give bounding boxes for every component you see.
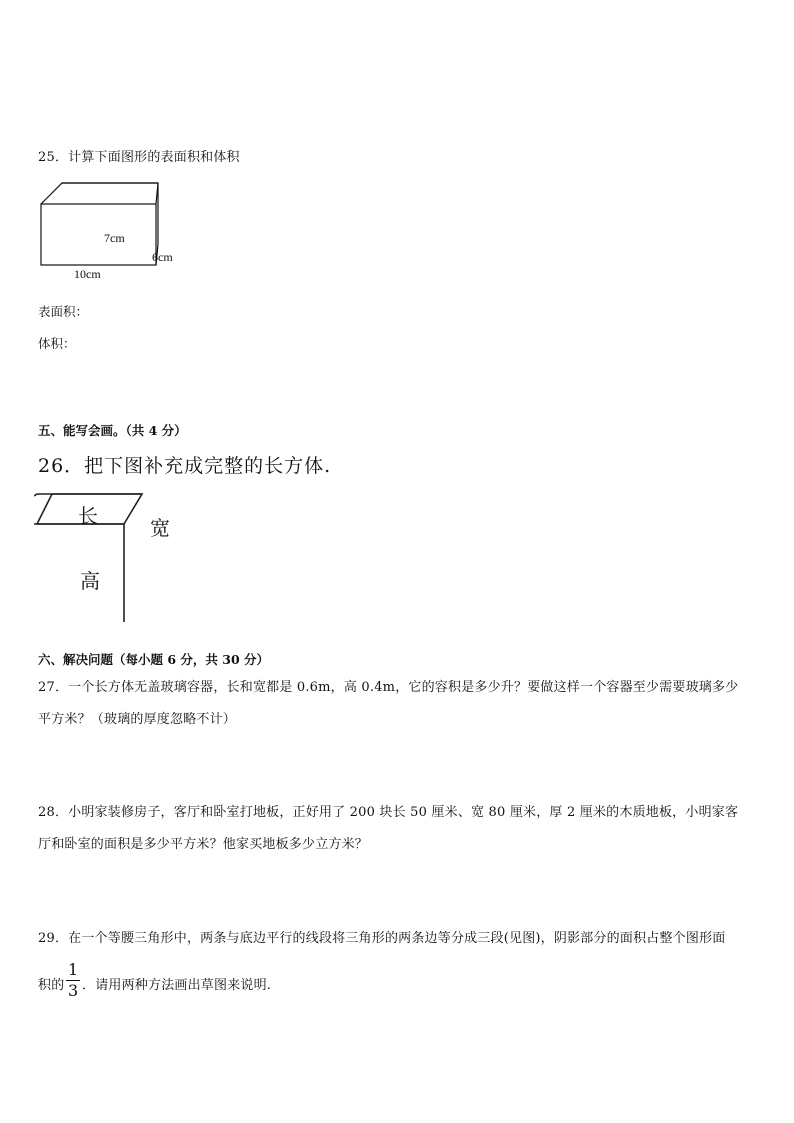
q25-text: 25．计算下面图形的表面积和体积 xyxy=(38,150,240,165)
one-third-fraction xyxy=(66,962,80,999)
fraction-numerator: 1 xyxy=(68,960,79,979)
fraction-denominator: 3 xyxy=(68,981,79,1000)
height-label: 高 xyxy=(80,569,101,593)
partial-cuboid-figure xyxy=(34,484,204,634)
section6-heading: 六、解决问题（每小题 6 分，共 30 分） xyxy=(38,652,270,667)
volume-label: 体积： xyxy=(38,336,76,351)
surface-area-label: 表面积： xyxy=(38,304,89,319)
q27-line1: 27．一个长方体无盖玻璃容器，长和宽都是 0.6m，高 0.4m，它的容积是多少升？要做这样一个容器至少需要玻璃多少 xyxy=(38,680,739,695)
q29-line1: 29．在一个等腰三角形中，两条与底边平行的线段将三角形的两条边等分成三段(见图)，阴影部分的面积占整个图形面 xyxy=(38,931,726,946)
cuboid-height-label: 7cm xyxy=(104,231,125,245)
q28-line2: 厅和卧室的面积是多少平方米？他家买地板多少立方米？ xyxy=(38,837,369,852)
q28-line1: 28．小明家装修房子，客厅和卧室打地板，正好用了 200 块长 50 厘米、宽 80 厘米，厚 2 厘米的木质地板，小明家客 xyxy=(38,805,739,820)
q26-text: 26．把下图补充成完整的长方体. xyxy=(38,455,332,477)
q27-line2: 平方米？（玻璃的厚度忽略不计） xyxy=(38,712,237,727)
width-label: 宽 xyxy=(150,516,171,540)
cuboid-figure xyxy=(38,180,188,280)
q29-line2-prefix: 积的 xyxy=(38,978,65,993)
section5-heading: 五、能写会画。（共 4 分） xyxy=(38,423,187,438)
cuboid-depth-label: 6cm xyxy=(152,250,173,264)
q29-line2-suffix: ．请用两种方法画出草图来说明. xyxy=(82,978,272,993)
length-label: 长 xyxy=(78,504,99,528)
cuboid-length-label: 10cm xyxy=(74,267,101,281)
